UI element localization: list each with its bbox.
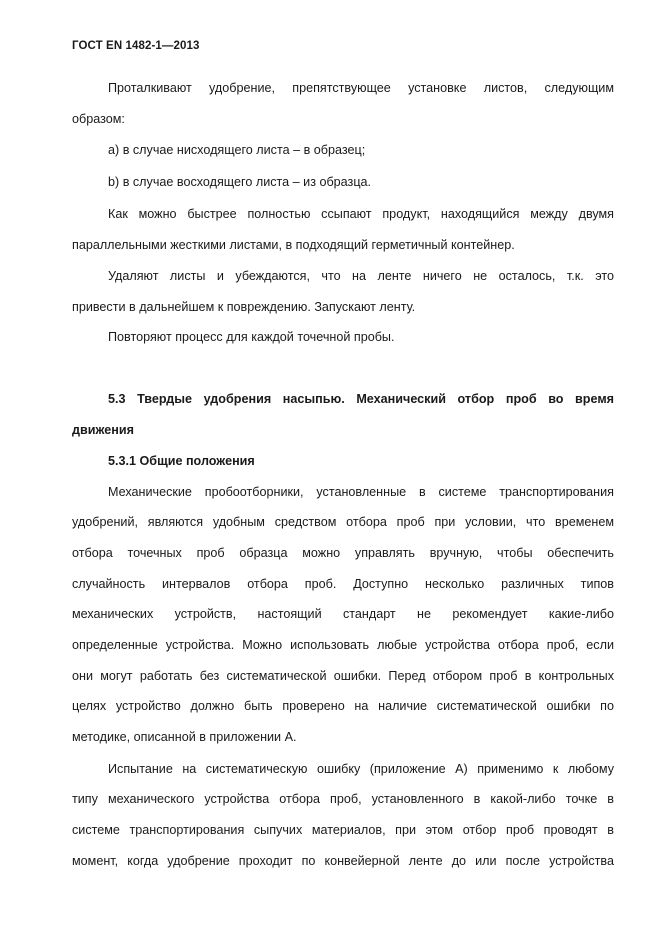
text-line: целях устройство должно быть проверено на наличие систематической ошибки по: [72, 699, 614, 713]
text-line: момент, когда удобрение проходит по конвейерной ленте до или после устройства: [72, 854, 614, 868]
text-line: системе транспортирования сыпучих материалов, при этом отбор проб проводят в: [72, 823, 614, 837]
text-line: Проталкивают удобрение, препятствующее установке листов, следующим: [108, 81, 614, 95]
text-line: Испытание на систематическую ошибку (приложение А) применимо к любому: [108, 762, 614, 776]
text-line: отбора точечных проб образца можно управлять вручную, чтобы обеспечить: [72, 546, 614, 560]
document-header: ГОСТ EN 1482-1—2013: [72, 40, 200, 52]
subsection-heading: 5.3.1 Общие положения: [108, 454, 255, 468]
text-line: Как можно быстрее полностью ссыпают продукт, находящийся между двумя: [108, 207, 614, 221]
text-line: случайность интервалов отбора проб. Доступно несколько различных типов: [72, 577, 614, 591]
text-line: b) в случае восходящего листа – из образца.: [108, 175, 372, 189]
text-line: они могут работать без систематической ошибки. Перед отбором проб в контрольных: [72, 669, 614, 683]
text-line: образом:: [72, 112, 125, 126]
text-line: a) в случае нисходящего листа – в образец;: [108, 143, 366, 157]
section-heading: 5.3 Твердые удобрения насыпью. Механический отбор проб во время: [108, 392, 614, 406]
text-line: Механические пробоотборники, установленные в системе транспортирования: [108, 485, 614, 499]
text-line: Удаляют листы и убеждаются, что на ленте ничего не осталось, т.к. это: [108, 269, 614, 283]
text-line: механических устройств, настоящий стандарт не рекомендует какие-либо: [72, 607, 614, 621]
text-line: типу механического устройства отбора проб, установленного в какой-либо точке в: [72, 792, 614, 806]
text-line: Повторяют процесс для каждой точечной пробы.: [108, 330, 395, 344]
text-line: методике, описанной в приложении А.: [72, 730, 297, 744]
section-heading-continued: движения: [72, 423, 134, 437]
text-line: удобрений, являются удобным средством отбора проб при условии, что временем: [72, 515, 614, 529]
text-line: привести в дальнейшем к повреждению. Запускают ленту.: [72, 300, 416, 314]
text-line: определенные устройства. Можно использовать любые устройства отбора проб, если: [72, 638, 614, 652]
text-line: параллельными жесткими листами, в подходящий герметичный контейнер.: [72, 238, 515, 252]
